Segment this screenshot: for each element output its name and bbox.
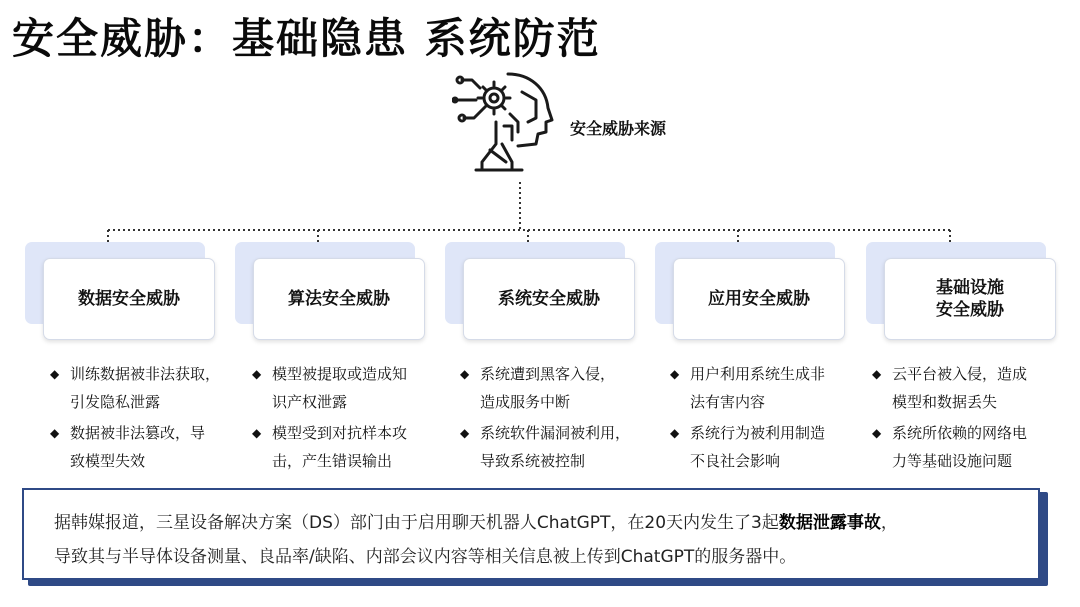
list-item: ◆ 训练数据被非法获取， 引发隐私泄露 [50, 360, 246, 416]
list-item: ◆ 模型受到对抗样本攻 击，产生错误输出 [252, 419, 448, 475]
category-card-system [445, 242, 635, 342]
diamond-bullet-icon: ◆ [460, 367, 470, 381]
list-item: ◆ 系统软件漏洞被利用， 导致系统被控制 [460, 419, 656, 475]
diamond-bullet-icon: ◆ [872, 426, 882, 440]
card-front [253, 258, 425, 340]
ai-head-gear-icon [452, 70, 560, 176]
card-title: 基础设施 安全威胁 [936, 278, 1004, 320]
bullet-list-application [670, 360, 866, 478]
category-card-data [25, 242, 215, 342]
page-title: 安全威胁：基础隐患 系统防范 [12, 14, 601, 63]
category-card-application [655, 242, 845, 342]
bullet-list-data [50, 360, 246, 478]
diamond-bullet-icon: ◆ [872, 367, 882, 381]
card-title: 系统安全威胁 [498, 289, 600, 309]
card-title: 算法安全威胁 [288, 289, 390, 309]
note-line-2: 导致其与半导体设备测量、良品率/缺陷、内部会议内容等相关信息被上传到ChatGPT的服务器中。 [54, 547, 797, 567]
card-title: 应用安全威胁 [708, 289, 810, 309]
list-item: ◆ 系统行为被利用制造 不良社会影响 [670, 419, 866, 475]
bullet-list-infrastructure [872, 360, 1068, 478]
source-label: 安全威胁来源 [570, 119, 667, 138]
bullet-list-system [460, 360, 656, 478]
category-card-algorithm [235, 242, 425, 342]
list-item: ◆ 系统所依赖的网络电 力等基础设施问题 [872, 419, 1068, 475]
case-note-box [22, 488, 1040, 580]
diamond-bullet-icon: ◆ [670, 426, 680, 440]
card-front [463, 258, 635, 340]
list-item: ◆ 模型被提取或造成知 识产权泄露 [252, 360, 448, 416]
list-item: ◆ 数据被非法篡改，导 致模型失效 [50, 419, 246, 475]
card-front [673, 258, 845, 340]
list-item: ◆ 系统遭到黑客入侵， 造成服务中断 [460, 360, 656, 416]
note-line-1: 据韩媒报道，三星设备解决方案（DS）部门由于启用聊天机器人ChatGPT，在20天内发生了3起数据泄露事故， [54, 513, 898, 533]
diamond-bullet-icon: ◆ [252, 367, 262, 381]
diamond-bullet-icon: ◆ [50, 367, 60, 381]
diamond-bullet-icon: ◆ [670, 367, 680, 381]
diamond-bullet-icon: ◆ [460, 426, 470, 440]
bullet-list-algorithm [252, 360, 448, 478]
note-highlight: 数据泄露事故 [778, 513, 881, 533]
list-item: ◆ 用户利用系统生成非 法有害内容 [670, 360, 866, 416]
category-card-infrastructure [866, 242, 1056, 342]
card-front [884, 258, 1056, 340]
diamond-bullet-icon: ◆ [252, 426, 262, 440]
list-item: ◆ 云平台被入侵，造成 模型和数据丢失 [872, 360, 1068, 416]
diamond-bullet-icon: ◆ [50, 426, 60, 440]
card-title: 数据安全威胁 [78, 289, 180, 309]
card-front [43, 258, 215, 340]
